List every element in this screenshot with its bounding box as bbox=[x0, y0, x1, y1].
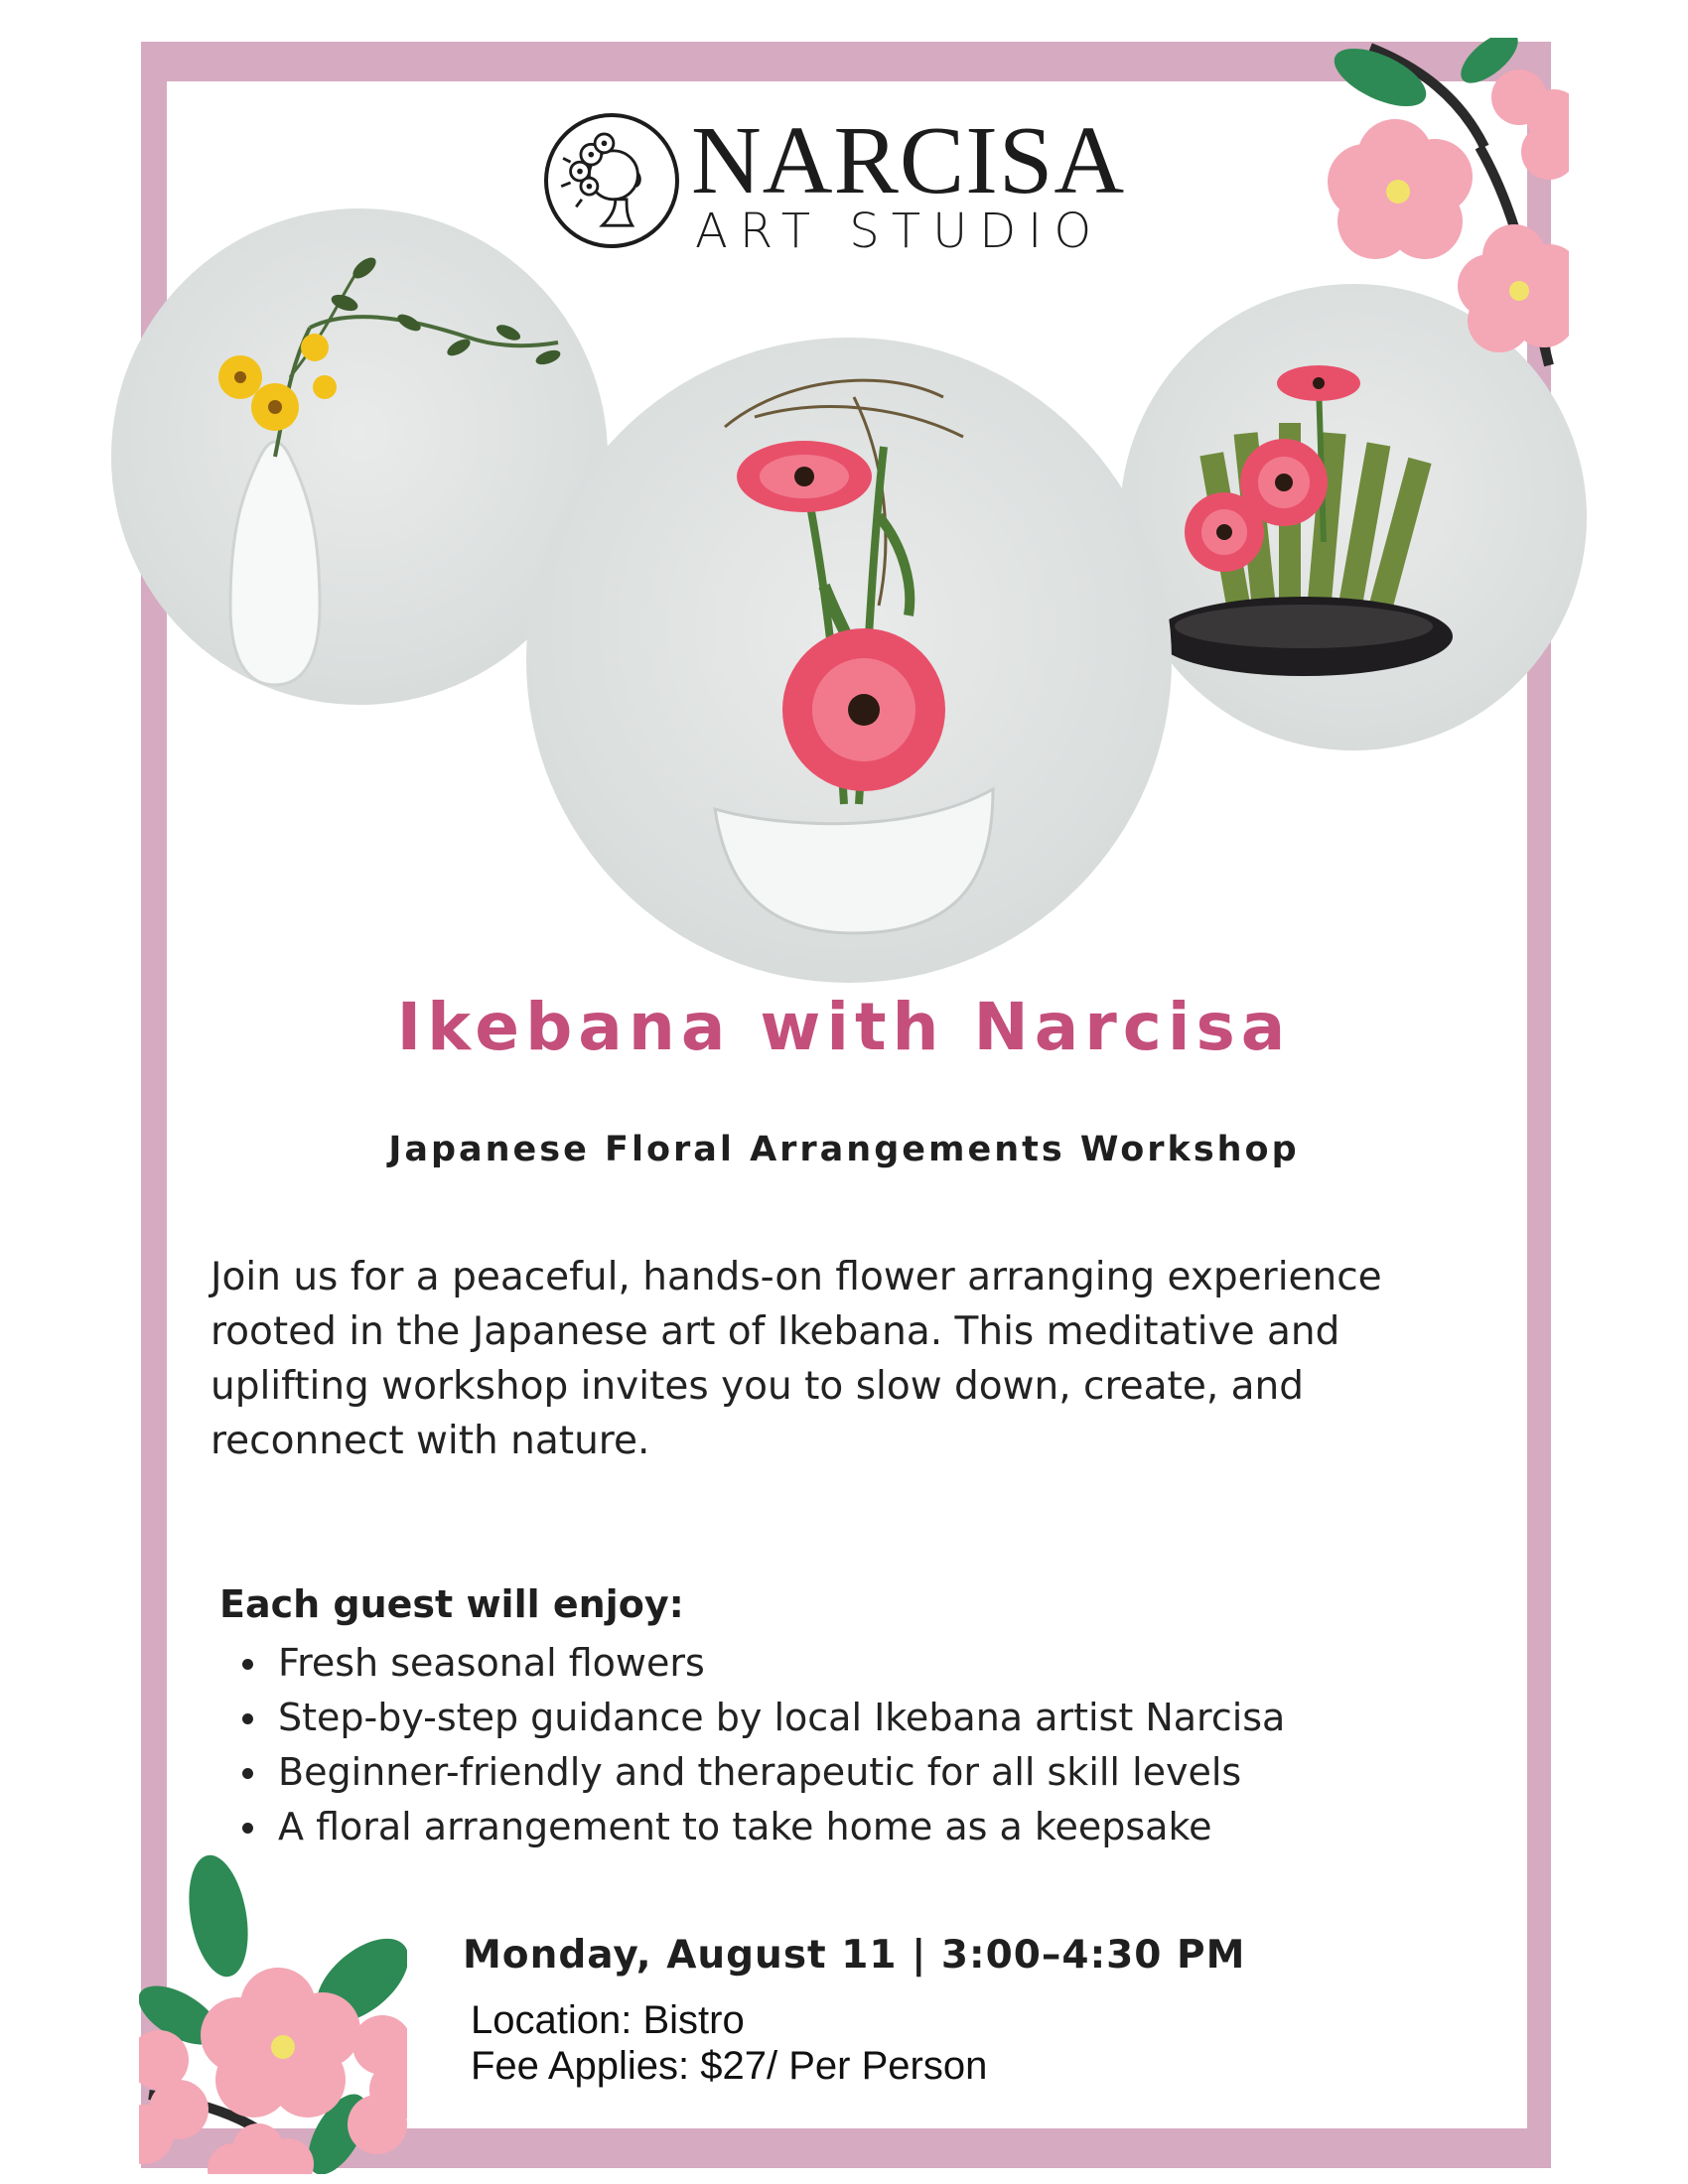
event-fee: Fee Applies: $27/ Per Person bbox=[471, 2044, 988, 2088]
list-item: Fresh seasonal flowers bbox=[238, 1636, 1285, 1691]
intro-line: uplifting workshop invites you to slow down, create, and bbox=[211, 1364, 1304, 1409]
benefits-heading: Each guest will enjoy: bbox=[219, 1582, 684, 1626]
photo-pink-gerbera-bowl bbox=[526, 338, 1172, 983]
brand-name: NARCISA bbox=[691, 107, 1126, 214]
intro-line: rooted in the Japanese art of Ikebana. This meditative and bbox=[211, 1309, 1340, 1354]
intro-paragraph bbox=[211, 1250, 1501, 1468]
pink-cherry-blossom-icon bbox=[1311, 38, 1569, 375]
list-item: A floral arrangement to take home as a keepsake bbox=[238, 1800, 1285, 1854]
pink-cherry-blossom-icon bbox=[139, 1846, 407, 2174]
event-location: Location: Bistro bbox=[471, 1998, 745, 2042]
brand-subtitle: ART STUDIO bbox=[695, 204, 1104, 259]
intro-line: Join us for a peaceful, hands-on flower arranging experience bbox=[211, 1255, 1382, 1299]
list-item: Step-by-step guidance by local Ikebana artist Narcisa bbox=[238, 1691, 1285, 1745]
event-subtitle: Japanese Floral Arrangements Workshop bbox=[388, 1130, 1300, 1169]
benefits-list bbox=[238, 1636, 1285, 1854]
brand-logo bbox=[544, 109, 1160, 258]
event-title: Ikebana with Narcisa bbox=[396, 989, 1292, 1065]
list-item: Beginner-friendly and therapeutic for all skill levels bbox=[238, 1745, 1285, 1800]
intro-line: reconnect with nature. bbox=[211, 1419, 650, 1463]
event-date-time: Monday, August 11 | 3:00–4:30 PM bbox=[463, 1933, 1246, 1978]
